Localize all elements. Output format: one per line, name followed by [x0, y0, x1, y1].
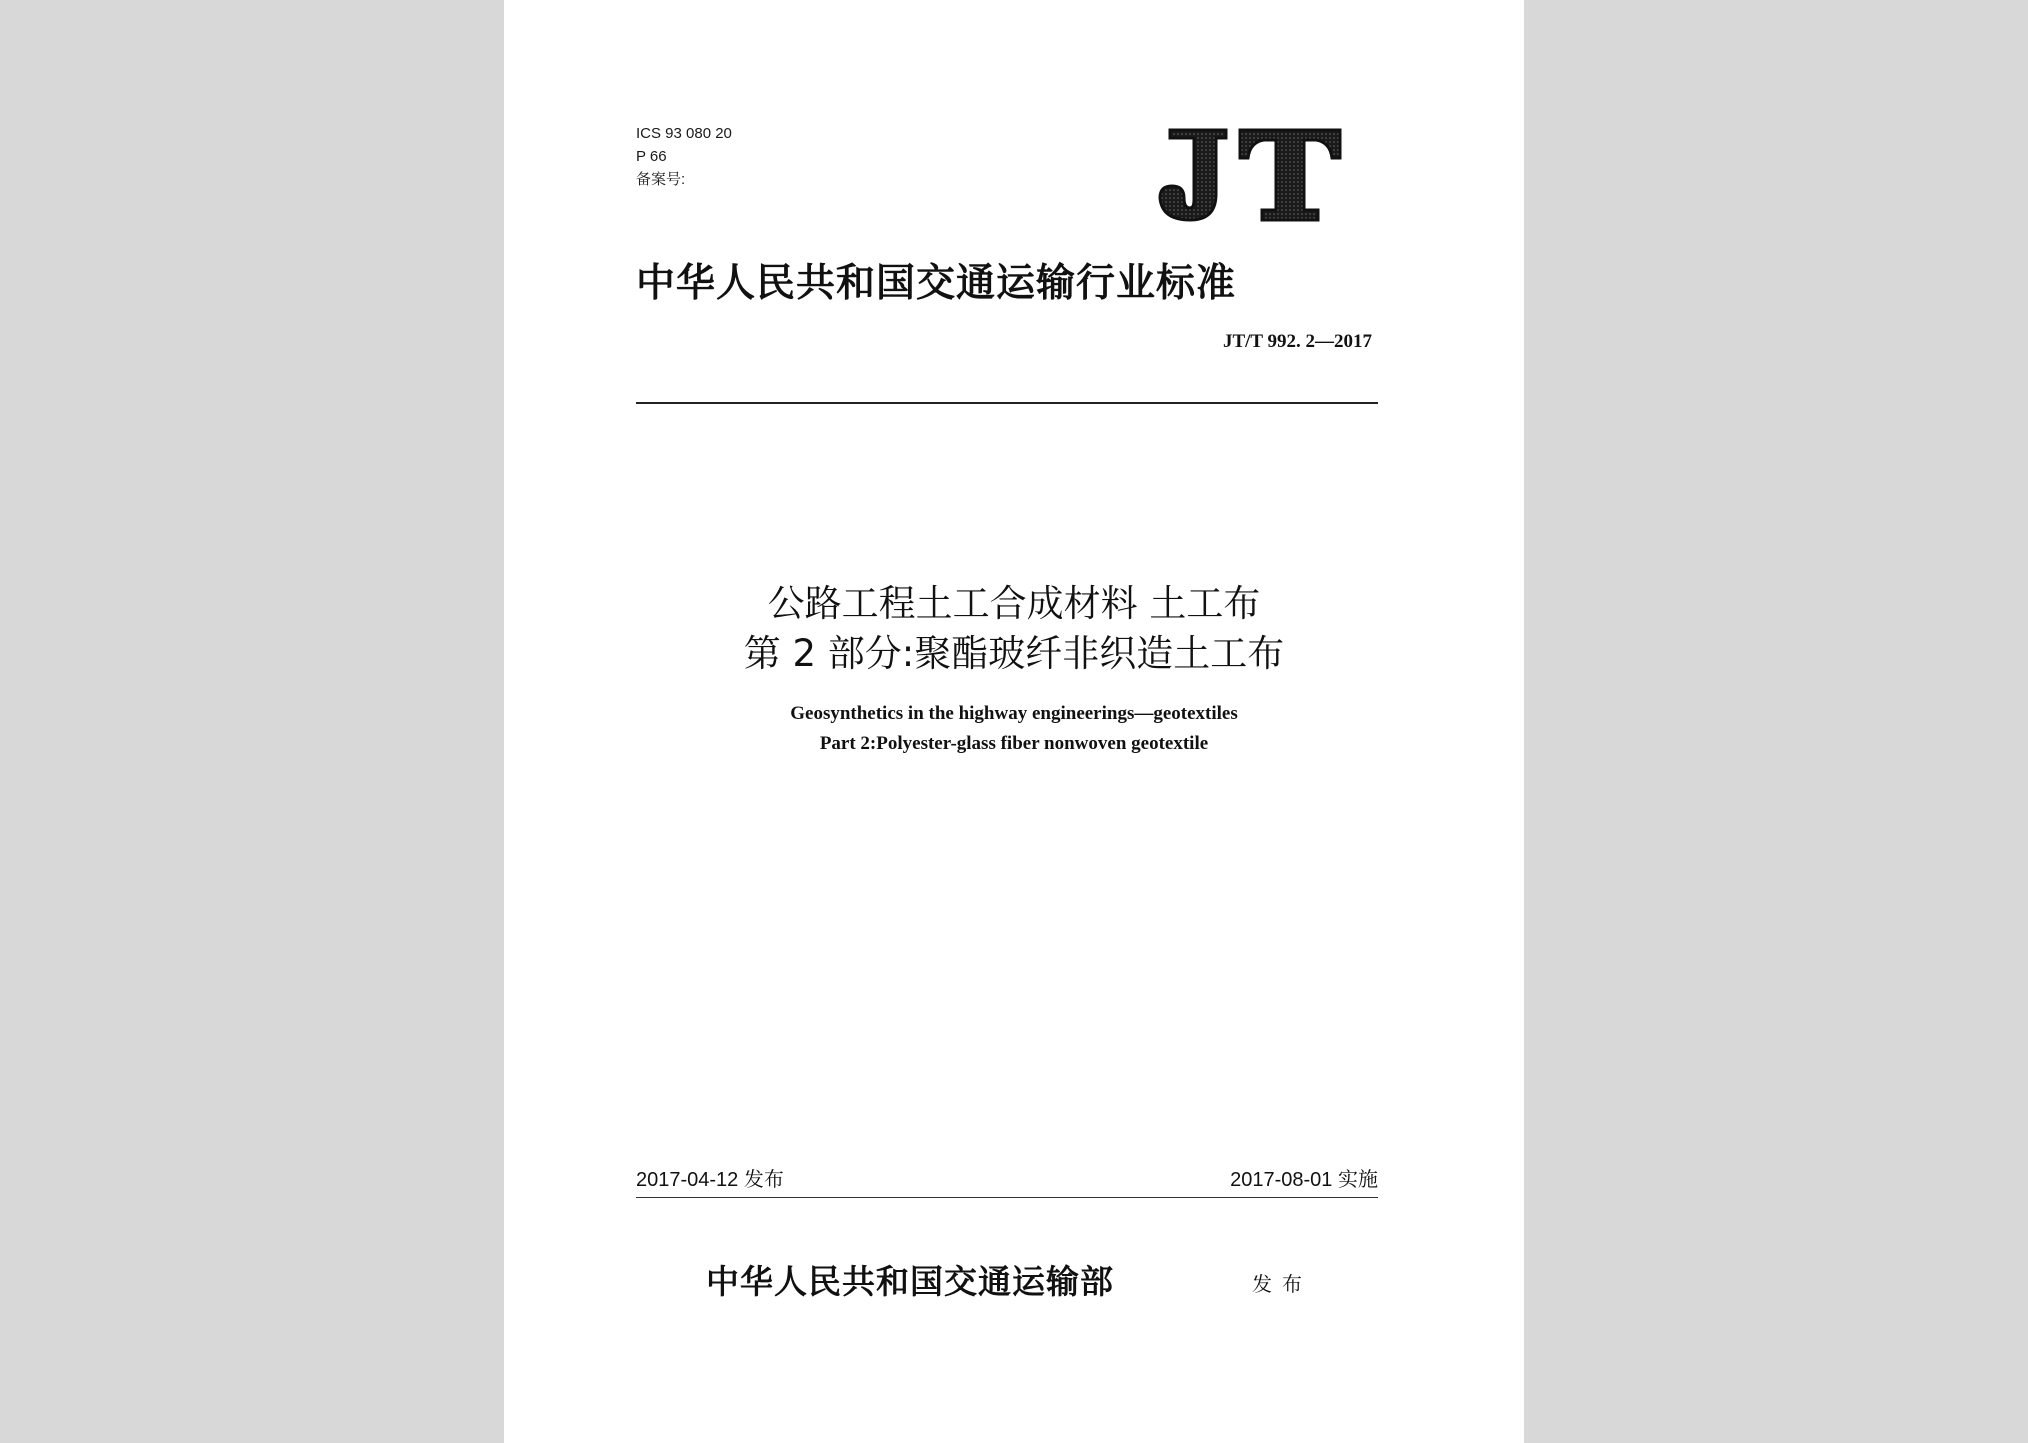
chinese-title-line-1: 公路工程土工合成材料 土工布 — [767, 582, 1261, 625]
issue-date: 2017-04-12 发布 — [636, 1169, 784, 1191]
publish-label: 发布 — [1252, 1272, 1312, 1296]
footer-divider — [636, 1197, 1378, 1198]
standard-number: JT/T 992. 2—2017 — [1222, 331, 1372, 352]
english-title-line-2: Part 2:Polyester-glass fiber nonwoven geotextile — [819, 733, 1209, 754]
industry-standard-title: 中华人民共和国交通运输行业标准 — [636, 261, 1237, 306]
classification-codes — [636, 122, 732, 191]
classification-code: P 66 — [636, 148, 667, 165]
jt-logo-icon — [1156, 128, 1344, 224]
ics-code: ICS 93 080 20 — [636, 125, 732, 142]
document-page — [504, 0, 1524, 1443]
record-number-label: 备案号: — [636, 171, 686, 188]
english-title-line-1: Geosynthetics in the highway engineerings—geotextiles — [790, 703, 1238, 724]
header-divider — [636, 402, 1378, 404]
publisher-name: 中华人民共和国交通运输部 — [706, 1262, 1114, 1301]
chinese-title-line-2: 第 2 部分:聚酯玻纤非织造土工布 — [743, 632, 1285, 675]
implementation-date: 2017-08-01 实施 — [1230, 1169, 1378, 1191]
